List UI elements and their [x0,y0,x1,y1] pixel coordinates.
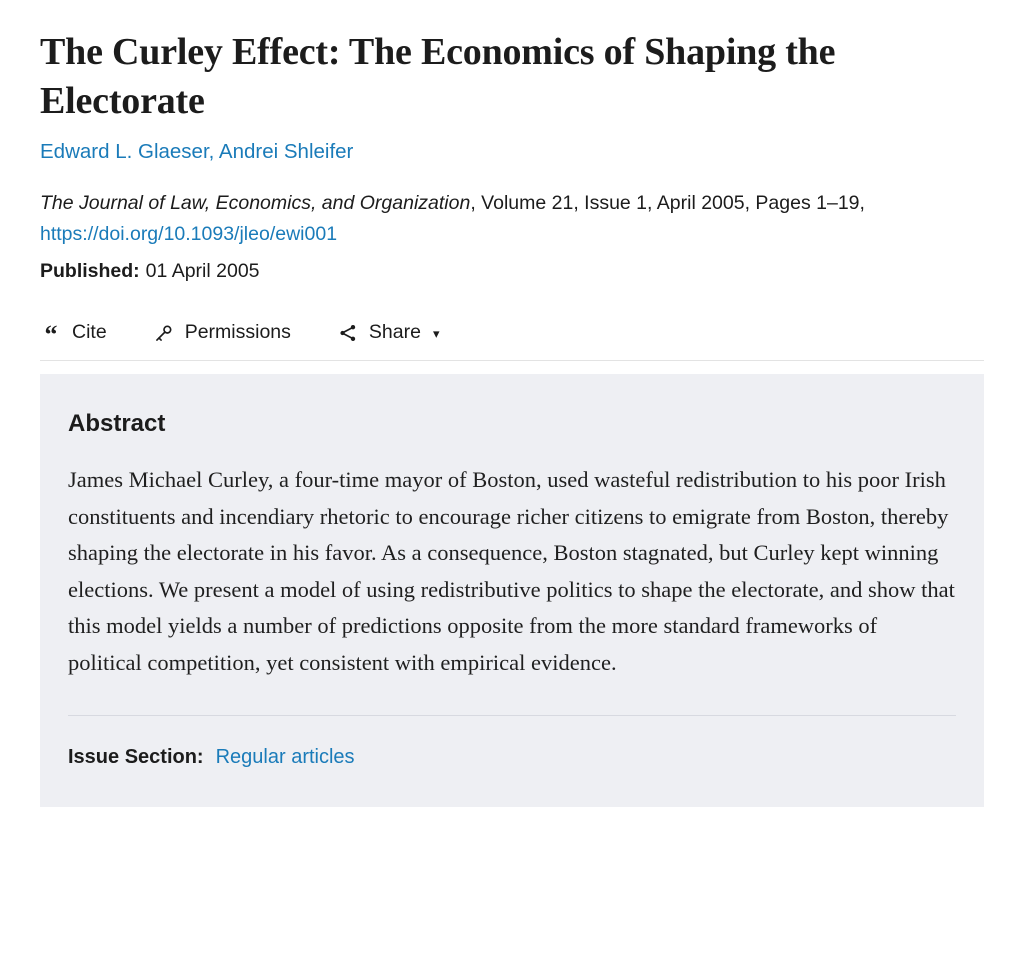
divider [68,715,956,716]
share-button[interactable] [337,321,440,344]
citation-line [40,188,970,250]
author-separator: , [208,140,219,164]
citation-details: , Volume 21, Issue 1, April 2005, Pages 1–19, [470,191,865,214]
abstract-text: James Michael Curley, a four-time mayor of Boston, used wasteful redistribution to his poor Irish constituents and incendiary rhetoric to encourage richer citizens to emigrate from Boston, thereby shaping the electorate in his favor. As a consequence, Boston stagnated, but Curley kept winning elections. We present a model of using redistributive politics to shape the electorate, and show that this model yields a number of predictions opposite from the more standard frameworks of political competition, yet consistent with empirical evidence. [68,467,955,675]
abstract-heading: Abstract [68,410,166,438]
cite-label: Cite [72,321,107,344]
abstract-section [40,374,984,807]
cite-button[interactable] [40,319,107,349]
issue-section [68,746,956,777]
page-title: The Curley Effect: The Economics of Shaping the Electorate [40,31,836,122]
author-link-2[interactable]: Andrei Shleifer [218,140,354,164]
permissions-button[interactable] [153,321,291,344]
journal-title: The Journal of Law, Economics, and Organization [40,191,471,214]
share-icon [337,322,359,344]
permissions-label: Permissions [184,321,291,344]
published-label: Published: [40,260,140,283]
published-date: 01 April 2005 [145,260,260,283]
key-icon [153,322,175,344]
issue-section-label: Issue Section: [68,746,204,769]
chevron-down-icon: ▾ [432,325,440,341]
published-line [40,256,984,287]
share-label: Share [368,321,421,344]
author-link-1[interactable]: Edward L. Glaeser [40,140,209,164]
quote-icon: “ [44,319,58,349]
article-toolbar [40,321,984,361]
issue-section-link[interactable]: Regular articles [215,746,355,769]
author-list [40,139,984,166]
doi-link[interactable]: https://doi.org/10.1093/jleo/ewi001 [40,223,338,246]
